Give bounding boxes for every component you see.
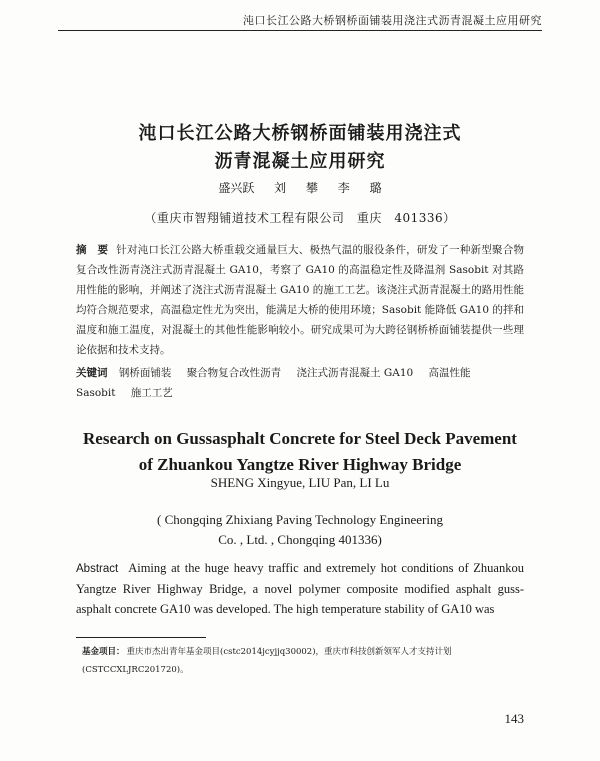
page-number: 143 xyxy=(504,711,524,726)
chinese-abstract xyxy=(76,240,524,360)
english-affiliation-line-1: ( Chongqing Zhixiang Paving Technology Engineering xyxy=(157,512,443,527)
english-abstract-label: Abstract xyxy=(76,563,119,575)
chinese-title-line-2: 沥青混凝土应用研究 xyxy=(214,151,386,172)
running-head: 沌口长江公路大桥钢桥面铺装用浇注式沥青混凝土应用研究 xyxy=(243,14,542,27)
english-title-line-1: Research on Gussasphalt Concrete for Steel Deck Pavement xyxy=(83,429,517,448)
chinese-abstract-label: 摘 要 xyxy=(76,244,109,256)
footnote-rule xyxy=(76,637,206,638)
chinese-authors: 盛兴跃 刘 攀 李 璐 xyxy=(218,181,382,195)
footnote-text: 重庆市杰出青年基金项目(cstc2014jcyjjq30002)，重庆市科技创新领军人才支持计划(CSTCCXLJRC201720)。 xyxy=(82,647,452,675)
keyword: 高温性能 xyxy=(428,367,471,379)
chinese-title xyxy=(0,120,600,176)
chinese-keywords xyxy=(76,363,524,403)
english-abstract-text: Aiming at the huge heavy traffic and extremely hot conditions of Zhuankou Yangtze River Highway Bridge, a novel polymer composite modified asphalt guss-asphalt concrete GA10 was developed. The high temperature stability of GA10 was xyxy=(76,561,524,616)
english-title xyxy=(0,426,600,478)
footnote xyxy=(82,643,522,679)
keyword: 钢桥面铺装 xyxy=(118,367,172,379)
english-title-line-2: of Zhuankou Yangtze River Highway Bridge xyxy=(138,455,462,474)
keyword: 浇注式沥青混凝土 GA10 xyxy=(296,367,414,379)
english-authors: SHENG Xingyue, LIU Pan, LI Lu xyxy=(210,475,390,490)
chinese-abstract-text: 针对沌口长江公路大桥重载交通量巨大、极热气温的服役条件，研发了一种新型聚合物复合改性沥青浇注式沥青混凝土 GA10，考察了 GA10 的高温稳定性及降温剂 Sasobit 对其路用性能的影响，并阐述了浇注式沥青混凝土 GA10 的施工工艺。该浇注式沥青混凝土的路用性能均符合规范要求，高温稳定性尤为突出，能满足大桥的使用环境；Sasobit 能降低 GA10 的拌和温度和施工温度，对混凝土的其他性能影响较小。研究成果可为大跨径钢桥桥面铺装提供一些理论依据和技术支持。 xyxy=(76,244,525,356)
english-abstract xyxy=(76,558,524,619)
keyword: Sasobit xyxy=(76,387,116,399)
chinese-affiliation: （重庆市智翔铺道技术工程有限公司 重庆 401336） xyxy=(144,211,456,225)
footnote-label: 基金项目： xyxy=(82,647,125,657)
header-rule xyxy=(58,30,542,31)
keyword: 聚合物复合改性沥青 xyxy=(186,367,282,379)
english-affiliation xyxy=(0,510,600,550)
english-affiliation-line-2: Co. , Ltd. , Chongqing 401336) xyxy=(218,532,382,547)
keyword: 施工工艺 xyxy=(130,387,173,399)
chinese-keywords-label: 关键词 xyxy=(76,367,108,379)
chinese-title-line-1: 沌口长江公路大桥钢桥面铺装用浇注式 xyxy=(138,123,462,144)
